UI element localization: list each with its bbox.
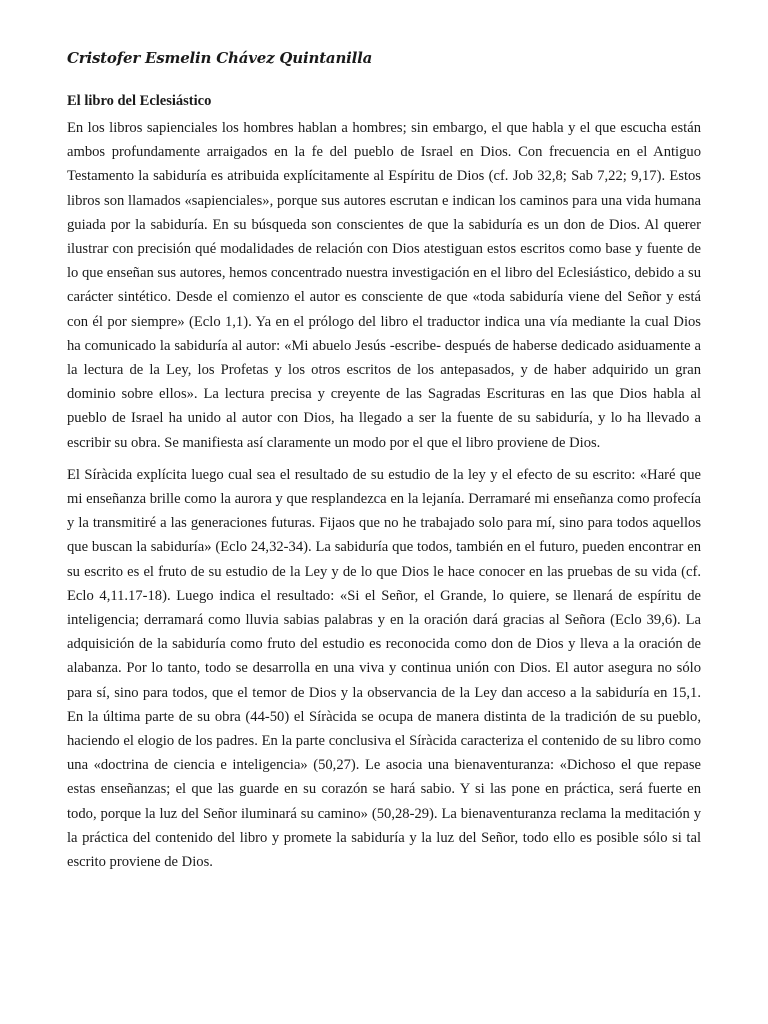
document-page bbox=[67, 46, 701, 874]
document-title: El libro del Eclesiástico bbox=[67, 93, 212, 109]
paragraph-2: El Síràcida explícita luego cual sea el resultado de su estudio de la ley y el efecto de su escrito: «Haré que mi enseñanza brille como la aurora y que resplandezca en la lejanía. Derramaré mi enseñanza como profecía y la transmitiré a las generaciones futuras. Fijaos que no he trabajado solo para mí, sino para todos aquellos que buscan la sabiduría» (Eclo 24,32-34). La sabiduría que todos, también en el futuro, pueden encontrar en su escrito es el fruto de su estudio de la Ley y de lo que Dios le hace conocer en las pruebas de su vida (cf. Eclo 4,11.17-18). Luego indica el resultado: «Si el Señor, el Grande, lo quiere, se llenará de espíritu de inteligencia; derramará como lluvia sabias palabras y en la oración dará gracias al Señora (Eclo 39,6). La adquisición de la sabiduría como fruto del estudio es reconocida como don de Dios y lleva a la oración de alabanza. Por lo tanto, todo se desarrolla en una viva y continua unión con Dios. El autor asegura no sólo para sí, sino para todos, que el temor de Dios y la observancia de la Ley dan acceso a la sabiduría en 15,1. En la última parte de su obra (44-50) el Síràcida se ocupa de manera distinta de la tradición de su pueblo, haciendo el elogio de los padres. En la parte conclusiva el Síràcida caracteriza el contenido de su libro como una «doctrina de ciencia e inteligencia» (50,27). Le asocia una bienaventuranza: «Dichoso el que repase estas enseñanzas; el que las guarde en su corazón se hará sabio. Y si las pone en práctica, será fuerte en todo, porque la luz del Señor iluminará su camino» (50,28-29). La bienaventuranza reclama la meditación y la práctica del contenido del libro y promete la sabiduría y la luz del Señor, todo ello es posible sólo si tal escrito proviene de Dios. bbox=[67, 466, 701, 871]
author-name: Cristofer Esmelin Chávez Quintanilla bbox=[67, 49, 373, 67]
paragraph-1: En los libros sapienciales los hombres hablan a hombres; sin embargo, el que habla y el que escucha están ambos profundamente arraigados en la fe del pueblo de Israel en Dios. Con frecuencia en el Antiguo Testamento la sabiduría es atribuida explícitamente al Espíritu de Dios (cf. Job 32,8; Sab 7,22; 9,17). Estos libros son llamados «sapienciales», porque sus autores escrutan e indican los caminos para una vida humana guiada por la sabiduría. En su búsqueda son conscientes de que la sabiduría es un don de Dios. Al querer ilustrar con precisión qué modalidades de relación con Dios atestiguan estos escritos como base y fuente de lo que enseñan sus autores, hemos concentrado nuestra investigación en el libro del Eclesiástico, debido a su carácter sintético. Desde el comienzo el autor es consciente de que «toda sabiduría viene del Señor y está con él por siempre» (Eclo 1,1). Ya en el prólogo del libro el traductor indica una vía mediante la cual Dios ha comunicado la sabiduría al autor: «Mi abuelo Jesús -escribe- después de haberse dedicado asiduamente a la lectura de la Ley, los Profetas y los otros escritos de los antepasados, y de haber adquirido un gran dominio sobre ellos». La lectura precisa y creyente de las Sagradas Escrituras en las que Dios habla al pueblo de Israel ha unido al autor con Dios, ha llegado a ser la fuente de su sabiduría, y lo ha llevado a escribir su obra. Se manifiesta así claramente un modo por el que el libro proviene de Dios. bbox=[67, 120, 701, 451]
